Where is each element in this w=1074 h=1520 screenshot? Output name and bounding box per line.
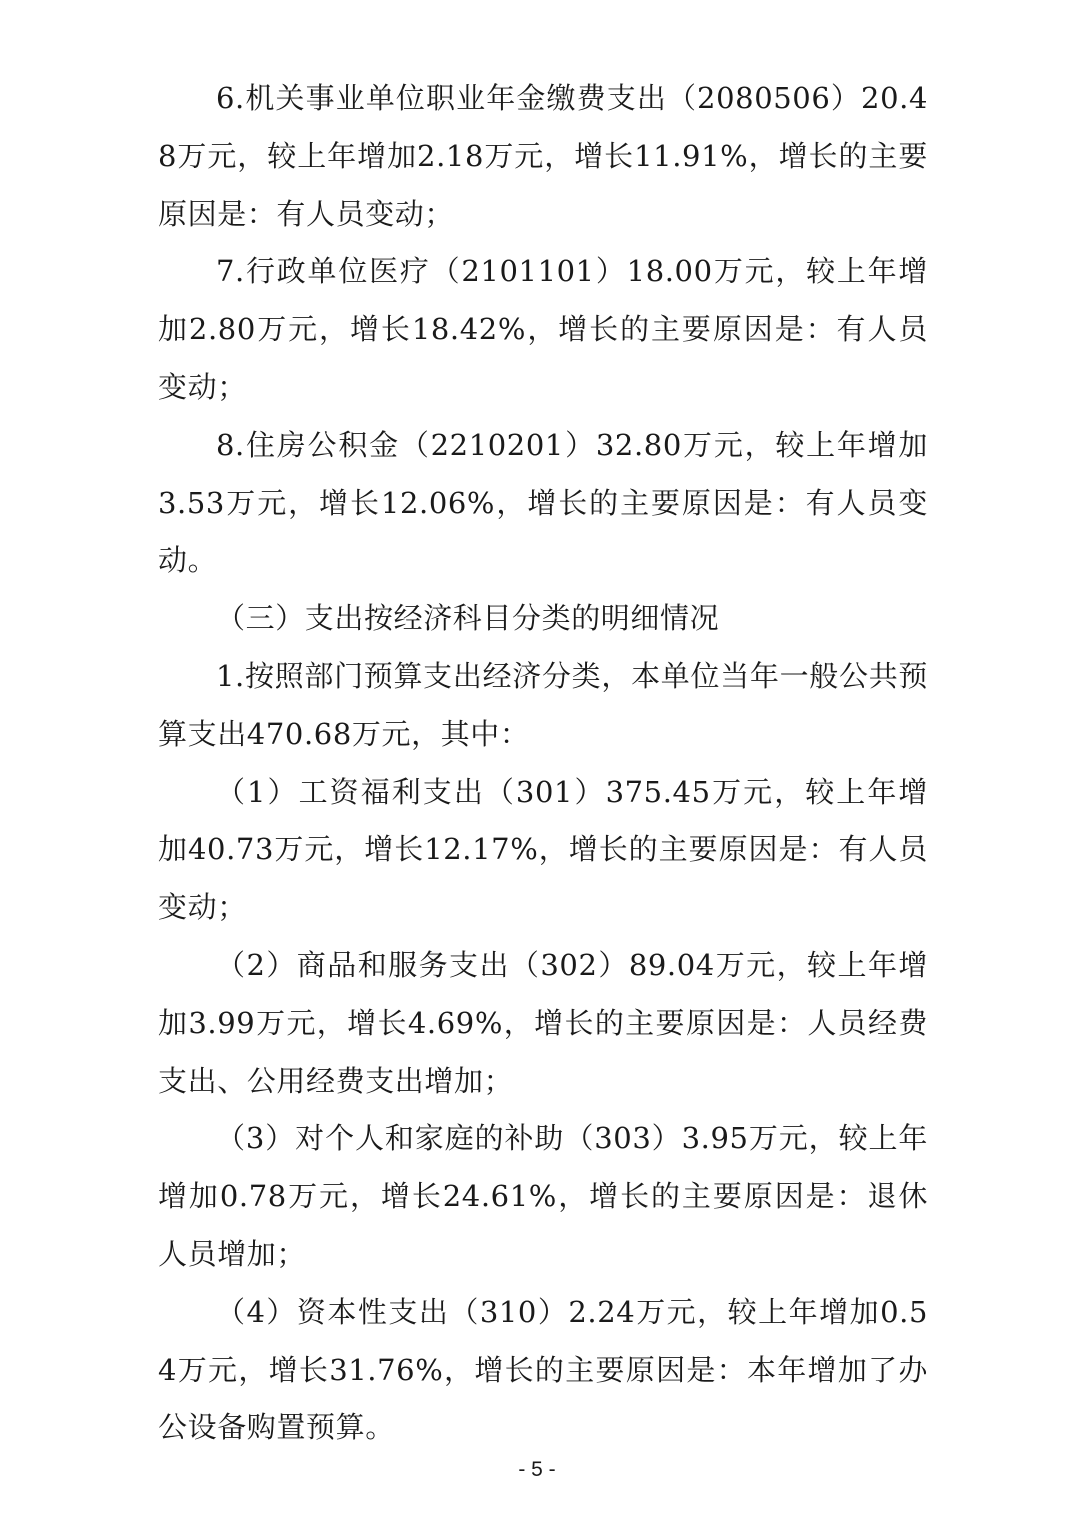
paragraph-goods-services: （2）商品和服务支出（302）89.04万元，较上年增加3.99万元，增长4.69%，增长的主要原因是：人员经费支出、公用经费支出增加； (158, 947, 928, 1098)
paragraph-subsidies-individuals: （3）对个人和家庭的补助（303）3.95万元，较上年增加0.78万元，增长24.61%，增长的主要原因是：退休人员增加； (158, 1121, 928, 1271)
document-body (158, 70, 928, 1457)
paragraph-pension-contribution: 6.机关事业单位职业年金缴费支出（2080506）20.48万元，较上年增加2.18万元，增长11.91%，增长的主要原因是：有人员变动； (158, 81, 928, 231)
paragraph-general-budget-total: 1.按照部门预算支出经济分类，本单位当年一般公共预算支出470.68万元，其中： (158, 658, 928, 751)
paragraph-wage-welfare: （1）工资福利支出（301）375.45万元，较上年增加40.73万元，增长12.17%，增长的主要原因是：有人员变动； (158, 774, 928, 925)
page-number: - 5 - (518, 1458, 556, 1481)
paragraph-capital-expenditure: （4）资本性支出（310）2.24万元，较上年增加0.54万元，增长31.76%，增长的主要原因是：本年增加了办公设备购置预算。 (158, 1294, 928, 1445)
paragraph-medical: 7.行政单位医疗（2101101）18.00万元，较上年增加2.80万元，增长18.42%，增长的主要原因是：有人员变动； (158, 254, 928, 404)
paragraph-housing-fund: 8.住房公积金（2210201）32.80万元，较上年增加3.53万元，增长12.06%，增长的主要原因是：有人员变动。 (158, 427, 928, 578)
section-heading-economic-classification: （三）支出按经济科目分类的明细情况 (216, 601, 720, 636)
